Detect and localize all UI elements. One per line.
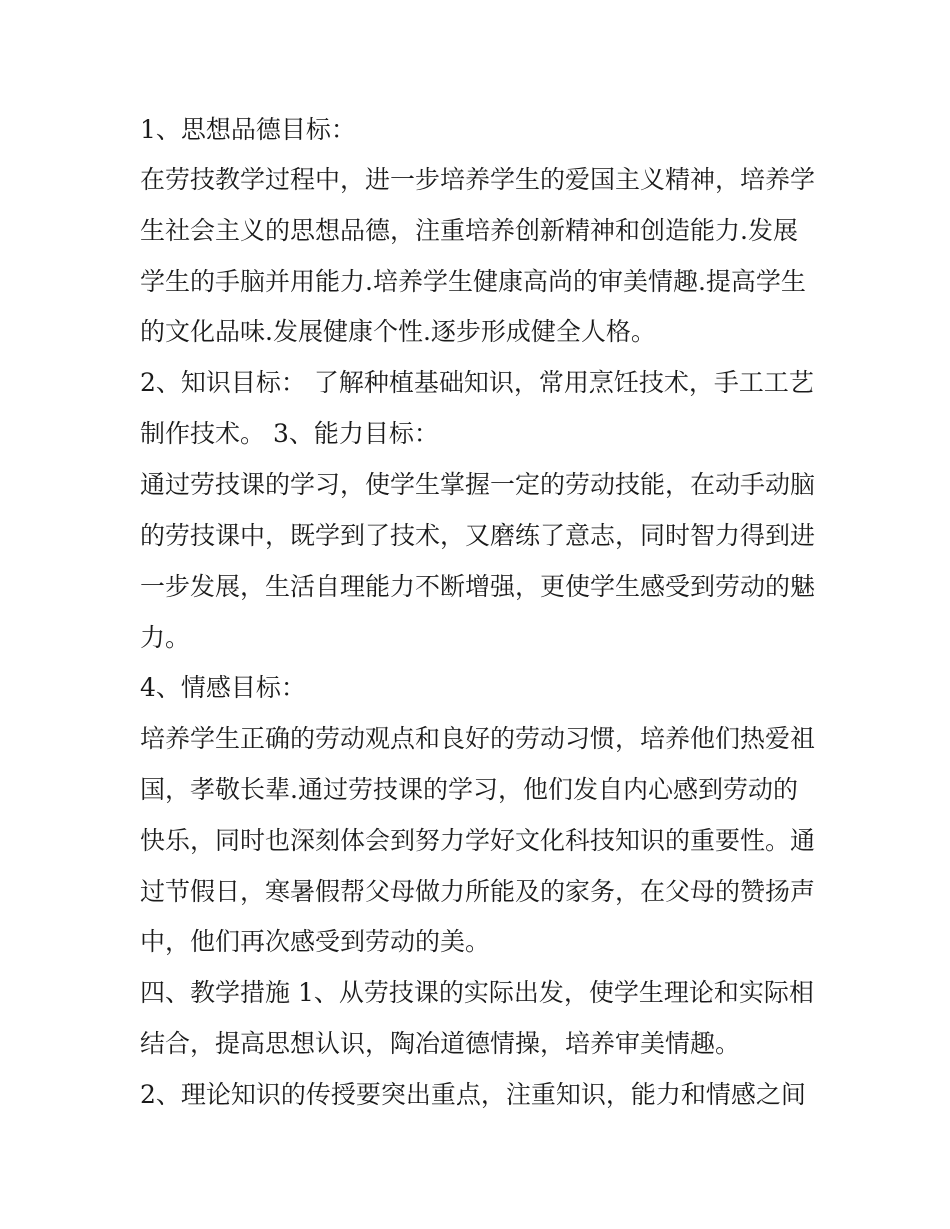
text-line-9: 的劳技课中，既学到了技术，又磨练了意志，同时智力得到进 — [140, 521, 816, 550]
text-line-19: 结合，提高思想认识，陶冶道德情操，培养审美情趣。 — [140, 1029, 741, 1058]
text-line-7: 制作技术。 3、能力目标： — [140, 419, 439, 448]
text-line-2: 在劳技教学过程中，进一步培养学生的爱国主义精神，培养学 — [140, 165, 816, 194]
text-line-1: 1、思想品德目标： — [140, 115, 356, 144]
text-line-13: 培养学生正确的劳动观点和良好的劳动习惯，培养他们热爱祖 — [140, 724, 816, 753]
text-line-12: 4、情感目标： — [140, 673, 306, 702]
text-line-16: 过节假日，寒暑假帮父母做力所能及的家务，在父母的赞扬声 — [140, 877, 816, 906]
text-line-11: 力。 — [140, 623, 191, 652]
text-line-14: 国，孝敬长辈.通过劳技课的学习，他们发自内心感到劳动的 — [140, 775, 798, 804]
text-line-8: 通过劳技课的学习，使学生掌握一定的劳动技能，在动手动脑 — [140, 470, 816, 499]
text-line-4: 学生的手脑并用能力.培养学生健康高尚的审美情趣.提高学生 — [140, 267, 806, 296]
text-line-18: 四、教学措施 1、从劳技课的实际出发，使学生理论和实际相 — [140, 978, 814, 1007]
text-line-20: 2、理论知识的传授要突出重点，注重知识，能力和情感之间 — [140, 1080, 806, 1109]
text-line-10: 一步发展，生活自理能力不断增强，更使学生感受到劳动的魅 — [140, 572, 816, 601]
text-line-5: 的文化品味.发展健康个性.逐步形成健全人格。 — [140, 317, 656, 346]
text-line-15: 快乐，同时也深刻体会到努力学好文化科技知识的重要性。通 — [140, 826, 816, 855]
text-line-6: 2、知识目标： 了解种植基础知识，常用烹饪技术，手工工艺 — [140, 368, 814, 397]
text-line-17: 中，他们再次感受到劳动的美。 — [140, 927, 491, 956]
text-line-3: 生社会主义的思想品德，注重培养创新精神和创造能力.发展 — [140, 216, 798, 245]
